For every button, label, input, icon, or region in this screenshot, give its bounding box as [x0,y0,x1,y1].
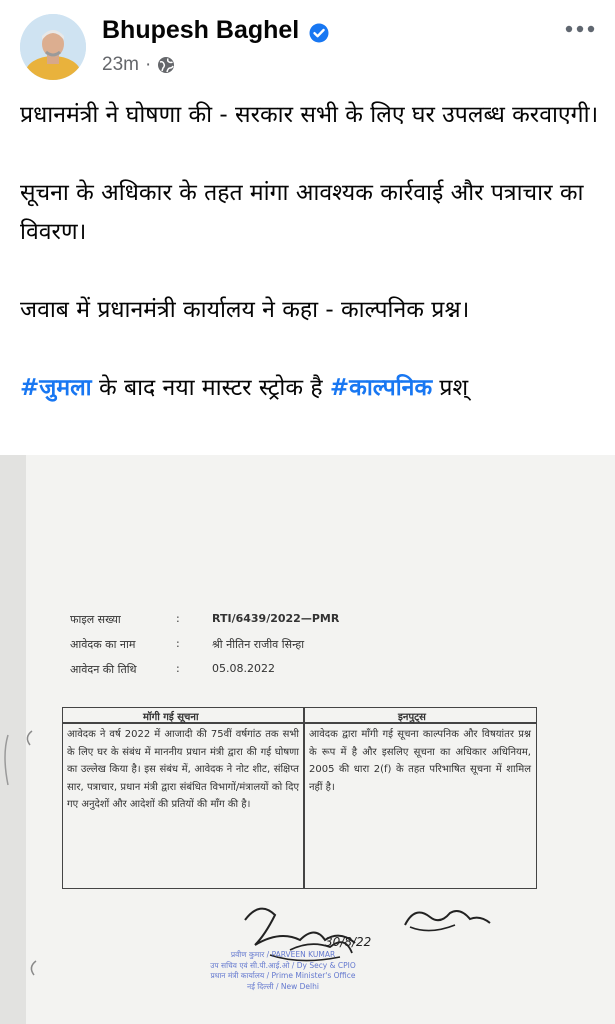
verified-badge-icon [309,23,329,43]
stamp-line: उप सचिव एवं सी.पी.आई.ओ / Dy Secy & CPIO [210,960,356,970]
date-value: 05.08.2022 [212,662,275,675]
column-header: इनपुट्स [398,712,426,723]
column-header: मॉगी गई सूचना [143,712,199,723]
table-divider [63,722,536,724]
field-colon: : [176,637,180,650]
author-name[interactable]: Bhupesh Baghel [102,16,300,44]
post-paragraph-hashtags [20,369,600,408]
post-text [20,96,600,408]
applicant-label: आवेदक का नाम [70,638,136,651]
stamp-line: नई दिल्ली / New Delhi [247,981,319,991]
stamp-line: प्रवीण कुमार / PARVEEN KUMAR [230,950,336,959]
stamp-line: प्रधान मंत्री कार्यालय / Prime Minister's Office [210,971,356,980]
field-colon: : [176,612,180,625]
date-label: आवेदन की तिथि [70,663,137,676]
post-inline-text: के बाद नया मास्टर स्ट्रोक है [91,375,330,401]
hashtag-link[interactable]: #काल्पनिक [329,375,433,401]
inputs-text: आवेदक द्वारा माँगी गई सूचना काल्पनिक और विषयांतर प्रश्न के रूप में है और इसलिए सूचना का अधिकार अधिनियम, 2005 की धारा 2(f) के तहत परिभाषित सूचना में शामिल नहीं है। [309,729,531,793]
globe-icon[interactable] [157,56,175,74]
post-time[interactable]: 23m [102,54,139,75]
avatar-photo [20,14,86,80]
avatar[interactable] [20,14,86,80]
field-colon: : [176,662,180,675]
requested-info-text: आवेदक ने वर्ष 2022 में आजादी की 75वीं वर्षगांठ तक सभी के लिए घर के संबंध में माननीय प्रधान मंत्री द्वारा की गई घोषणा का उल्लेख किया है। इस संबंध में, आवेदक ने नोट शीट, संक्षिप्त सार, पत्राचार, प्रधान मंत्री द्वारा संबंधित विभागों/मंत्रालयों को दिए गए अनुदेशों और आदेशों की प्रतियों की माँग की है। [67,729,299,810]
official-stamp [208,950,358,992]
file-no-label: फाइल सख्या [70,613,121,626]
post-paragraph: जवाब में प्रधानमंत्री कार्यालय ने कहा - काल्पनिक प्रश्न। [20,297,470,323]
hashtag-link[interactable]: #जुमला [20,375,92,401]
applicant-value: श्री नीतिन राजीव सिन्हा [212,638,305,651]
rti-table [62,707,537,889]
post-header [0,0,615,90]
more-horizontal-icon[interactable] [560,14,600,44]
table-divider [303,708,305,888]
signature-date: 30/8/22 [325,935,372,949]
post-paragraph: सूचना के अधिकार के तहत मांगा आवश्यक कार्रवाई और पत्राचार का विवरण। [20,180,584,245]
post-meta [102,54,175,76]
post-inline-text: प्रश् [432,375,469,401]
file-no-value: RTI/6439/2022—PMR [212,612,340,625]
post-paragraph: प्रधानमंत्री ने घोषणा की - सरकार सभी के लिए घर उपलब्ध करवाएगी। [20,102,599,128]
meta-separator: · [144,54,152,75]
